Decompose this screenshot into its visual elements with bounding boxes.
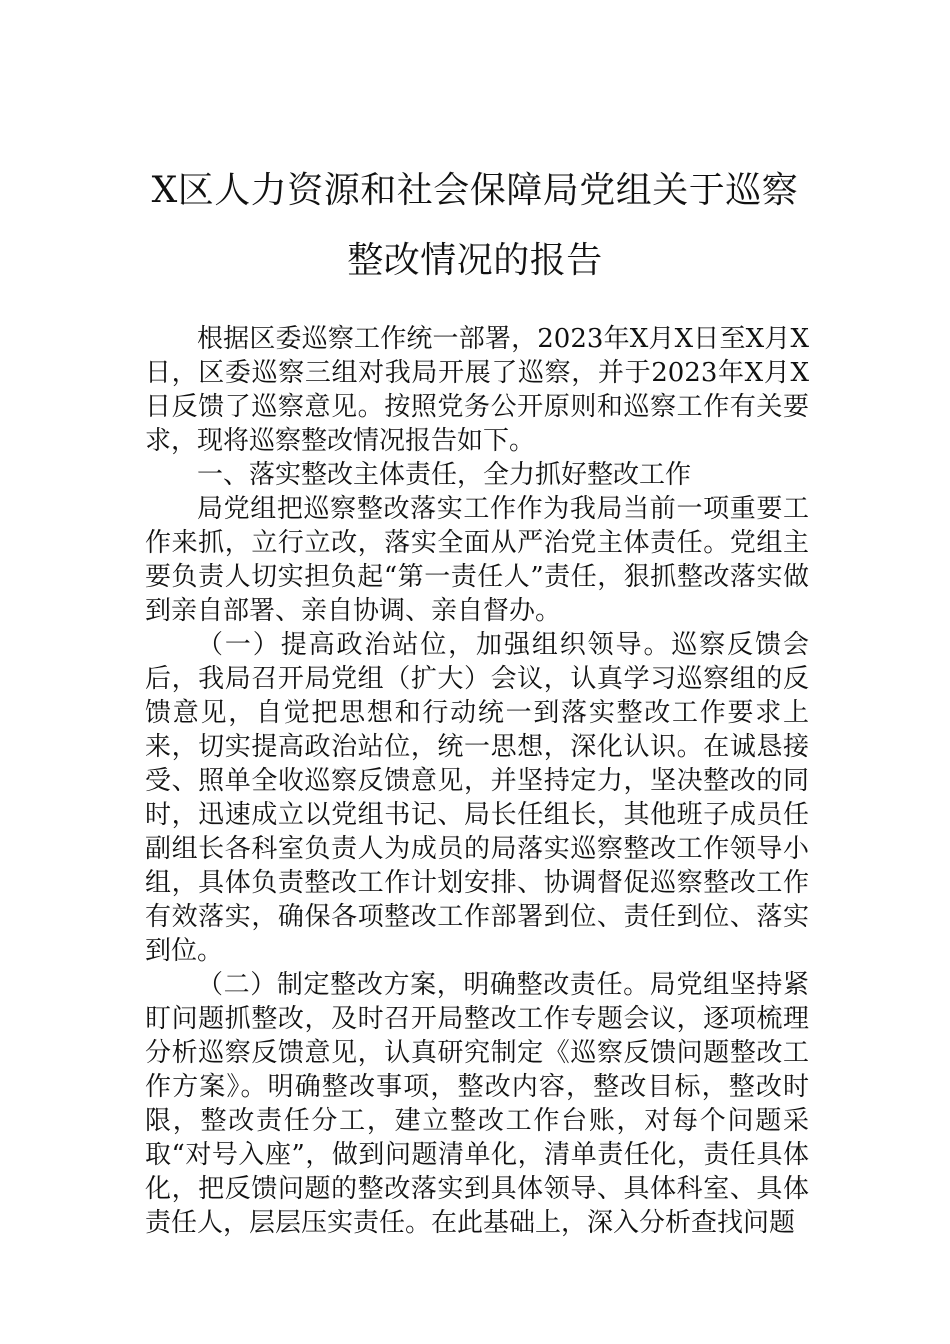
intro-paragraph: 根据区委巡察工作统一部署，2023年X月X日至X月X日，区委巡察三组对我局开展了巡察，并于2023年X月X日反馈了巡察意见。按照党务公开原则和巡察工作有关要求，现将巡察整改情况报告如下。	[145, 324, 809, 456]
document-title	[0, 156, 950, 296]
subsection-2-paragraph: （二）制定整改方案，明确整改责任。局党组坚持紧盯问题抓整改，及时召开局整改工作专题会议，逐项梳理分析巡察反馈意见，认真研究制定《巡察反馈问题整改工作方案》。明确整改事项，整改内容，整改目标，整改时限，整改责任分工，建立整改工作台账，对每个问题采取“对号入座”，做到问题清单化，清单责任化，责任具体化，把反馈问题的整改落实到具体领导、具体科室、具体责任人，层层压实责任。在此基础上，深入分析查找问题	[145, 970, 809, 1238]
document-body	[145, 322, 809, 1240]
title-line-1: X区人力资源和社会保障局党组关于巡察	[151, 170, 799, 211]
section-1-paragraph: 局党组把巡察整改落实工作作为我局当前一项重要工作来抓，立行立改，落实全面从严治党主体责任。党组主要负责人切实担负起“第一责任人”责任，狠抓整改落实做到亲自部署、亲自协调、亲自督办。	[145, 494, 809, 626]
subsection-1-paragraph: （一）提高政治站位，加强组织领导。巡察反馈会后，我局召开局党组（扩大）会议，认真学习巡察组的反馈意见，自觉把思想和行动统一到落实整改工作要求上来，切实提高政治站位，统一思想，深化认识。在诚恳接受、照单全收巡察反馈意见，并坚持定力，坚决整改的同时，迅速成立以党组书记、局长任组长，其他班子成员任副组长各科室负责人为成员的局落实巡察整改工作领导小组，具体负责整改工作计划安排、协调督促巡察整改工作有效落实，确保各项整改工作部署到位、责任到位、落实到位。	[145, 630, 809, 966]
section-heading-1: 一、落实整改主体责任，全力抓好整改工作	[197, 460, 692, 490]
title-line-2: 整改情况的报告	[347, 240, 603, 281]
